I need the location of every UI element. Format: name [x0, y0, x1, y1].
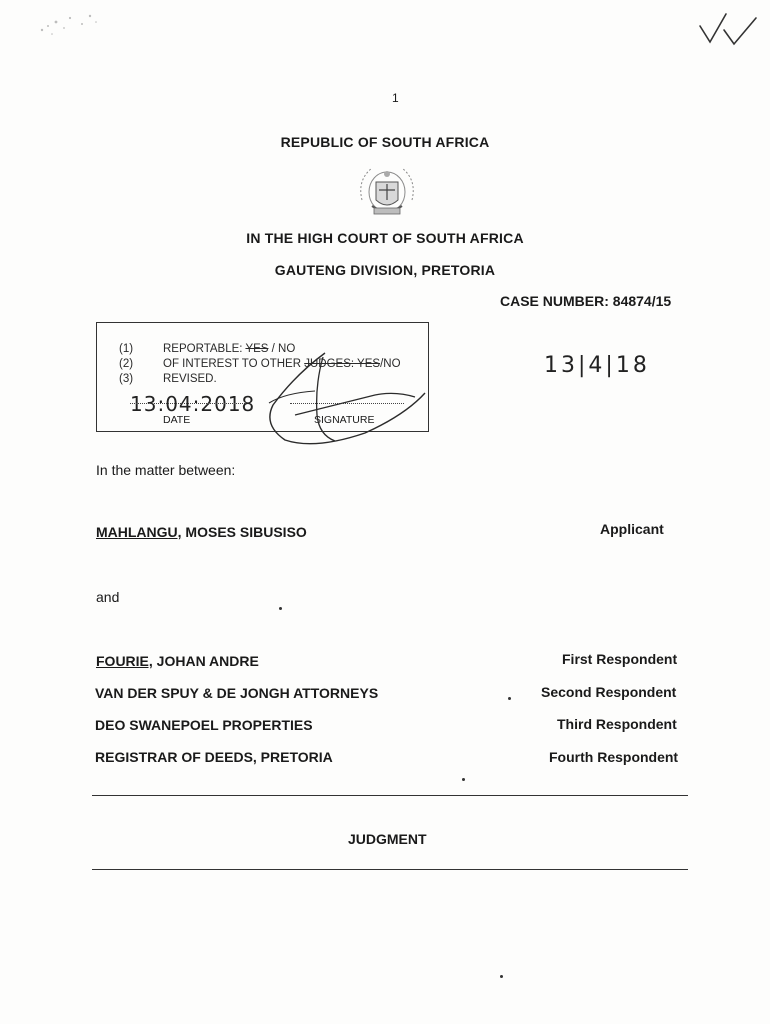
heading-country: REPUBLIC OF SOUTH AFRICA [280, 134, 490, 150]
scan-speck [462, 778, 465, 781]
reportable-row-suffix: / NO [268, 343, 296, 355]
respondent-surname: FOURIE, [96, 653, 153, 669]
coat-of-arms-icon [352, 160, 422, 224]
margin-handwritten-date: 13|4|18 [544, 353, 650, 378]
reportable-row-number: (1) [119, 343, 134, 355]
handwritten-signature [255, 345, 435, 450]
reportable-row-struck-text: JUDGES: YES [304, 358, 381, 370]
applicant-role: Applicant [600, 521, 664, 537]
judgment-title: JUDGMENT [348, 831, 427, 847]
case-number: CASE NUMBER: 84874/15 [500, 293, 672, 309]
date-dotted-line [130, 403, 245, 404]
respondent-2-role: Second Respondent [541, 684, 677, 700]
reportable-row-text: REPORTABLE: [163, 343, 246, 355]
reportable-row-number: (2) [119, 358, 134, 370]
signature-label: SIGNATURE [314, 414, 375, 426]
respondent-2-name: VAN DER SPUY & DE JONGH ATTORNEYS [95, 685, 379, 701]
applicant-given-names: MOSES SIBUSISO [181, 524, 307, 540]
conjunction-and: and [96, 589, 120, 605]
scan-smudge [30, 8, 110, 40]
matter-intro: In the matter between: [96, 462, 236, 478]
respondent-4-role: Fourth Respondent [549, 749, 679, 765]
reportable-row-struck-text: YES [245, 343, 269, 355]
reportable-row-number: (3) [119, 373, 134, 385]
divider-rule-bottom [92, 869, 688, 870]
scan-speck [500, 975, 503, 978]
date-label: DATE [163, 414, 191, 426]
reportable-row-text: OF INTEREST TO OTHER [163, 358, 305, 370]
reportable-row-text: REVISED. [163, 373, 217, 385]
respondent-3-name: DEO SWANEPOEL PROPERTIES [95, 717, 313, 733]
handwritten-date: 13:04:2018 [130, 392, 256, 416]
divider-rule-top [92, 795, 688, 796]
respondent-1-role: First Respondent [562, 651, 678, 667]
scan-speck [508, 697, 511, 700]
applicant-name [96, 524, 307, 540]
handwritten-ticks-mark [696, 8, 762, 48]
respondent-4-name: REGISTRAR OF DEEDS, PRETORIA [95, 749, 333, 765]
scan-speck [279, 607, 282, 610]
applicant-surname: MAHLANGU, [96, 524, 182, 540]
respondent-3-role: Third Respondent [557, 716, 677, 732]
reportable-row-suffix: /NO [380, 358, 401, 370]
page-number: 1 [392, 91, 399, 105]
heading-court: IN THE HIGH COURT OF SOUTH AFRICA [246, 230, 524, 246]
respondent-rest: JOHAN ANDRE [152, 653, 259, 669]
heading-division: GAUTENG DIVISION, PRETORIA [274, 262, 496, 278]
respondent-1-name [96, 653, 259, 669]
